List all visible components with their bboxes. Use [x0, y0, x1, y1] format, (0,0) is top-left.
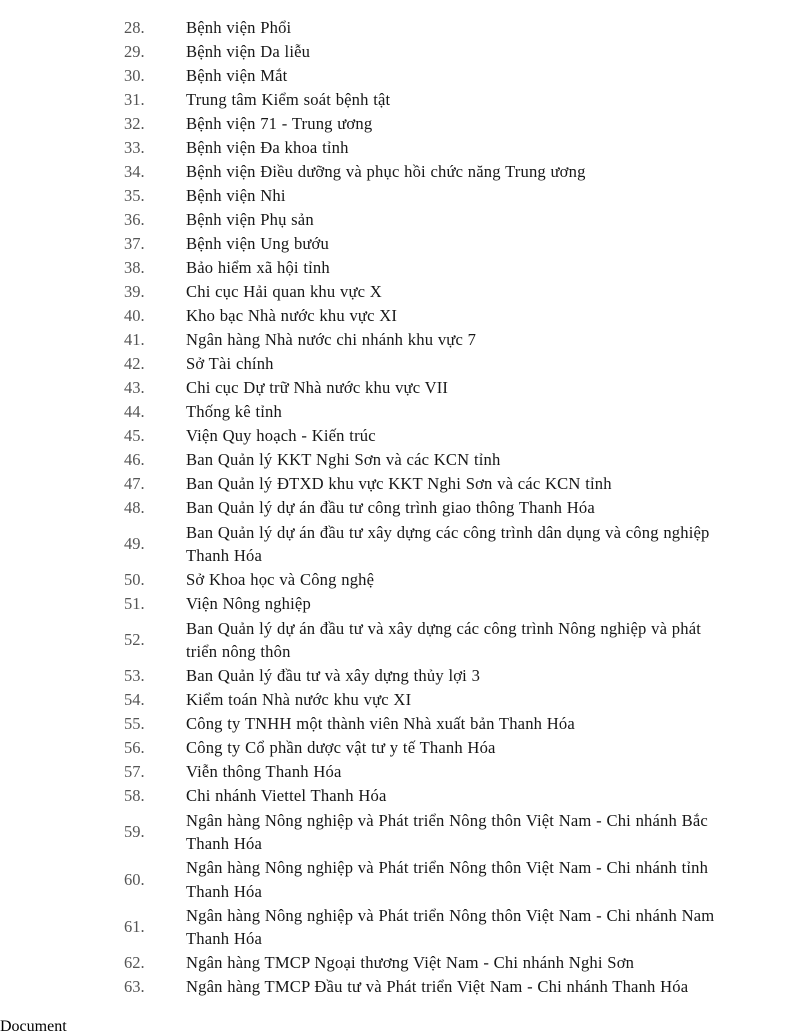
list-item-number: 55.	[124, 714, 145, 733]
list-item	[124, 448, 725, 472]
list-item	[124, 400, 725, 424]
list-item-text: Thống kê tỉnh	[186, 402, 282, 421]
list-item-text: Viễn thông Thanh Hóa	[186, 762, 342, 781]
list-item-text: Bệnh viện 71 - Trung ương	[186, 114, 373, 133]
list-item-number: 49.	[124, 534, 145, 553]
list-item	[124, 232, 725, 256]
list-item-text: Ban Quản lý dự án đầu tư công trình giao thông Thanh Hóa	[186, 498, 595, 517]
list-item-text: Công ty Cổ phần dược vật tư y tế Thanh Hóa	[186, 738, 496, 757]
list-item	[124, 664, 725, 688]
list-item-number: 36.	[124, 210, 145, 229]
list-item	[124, 16, 725, 40]
list-item-number: 52.	[124, 630, 145, 649]
list-item-text: Viện Nông nghiệp	[186, 594, 311, 613]
list-item-number: 61.	[124, 917, 145, 936]
list-item-number: 42.	[124, 354, 145, 373]
list-item-number: 60.	[124, 869, 145, 889]
list-item-number: 34.	[124, 162, 145, 181]
list-item	[124, 376, 725, 400]
list-item	[124, 40, 725, 64]
list-item-text: Kiểm toán Nhà nước khu vực XI	[186, 690, 412, 709]
list-item	[124, 496, 725, 520]
list-item-text: Sở Khoa học và Công nghệ	[186, 570, 375, 589]
list-item	[124, 784, 725, 808]
list-item	[124, 521, 725, 568]
list-item	[124, 280, 725, 304]
list-item-text: Ngân hàng Nông nghiệp và Phát triển Nông thôn Việt Nam - Chi nhánh tỉnh Thanh Hóa	[186, 858, 709, 901]
list-item	[124, 975, 725, 999]
list-item-number: 30.	[124, 66, 145, 85]
list-item-number: 45.	[124, 426, 145, 445]
list-item-text: Chi nhánh Viettel Thanh Hóa	[186, 786, 387, 805]
list-item-number: 48.	[124, 498, 145, 517]
list-item-text: Sở Tài chính	[186, 354, 274, 373]
list-item	[124, 136, 725, 160]
list-item	[124, 160, 725, 184]
list-item-number: 37.	[124, 234, 145, 253]
list-item-number: 46.	[124, 450, 145, 469]
numbered-organization-list	[124, 16, 725, 999]
list-item-text: Ban Quản lý đầu tư và xây dựng thủy lợi 3	[186, 666, 481, 685]
list-item	[124, 809, 725, 856]
list-item-text: Ngân hàng TMCP Đầu tư và Phát triển Việt Nam - Chi nhánh Thanh Hóa	[186, 977, 689, 996]
list-item-number: 50.	[124, 570, 145, 589]
list-item	[124, 951, 725, 975]
list-item	[124, 184, 725, 208]
list-item	[124, 424, 725, 448]
list-item-number: 41.	[124, 330, 145, 349]
list-item-number: 33.	[124, 138, 145, 157]
list-item	[124, 112, 725, 136]
list-item	[124, 256, 725, 280]
list-item	[124, 760, 725, 784]
list-item-number: 63.	[124, 977, 145, 996]
list-item-text: Ngân hàng TMCP Ngoại thương Việt Nam - Chi nhánh Nghi Sơn	[186, 953, 635, 972]
list-item	[124, 304, 725, 328]
list-item-number: 56.	[124, 738, 145, 757]
list-item-number: 39.	[124, 282, 145, 301]
list-item	[124, 88, 725, 112]
list-item-text: Bảo hiểm xã hội tỉnh	[186, 258, 330, 277]
list-item-text: Bệnh viện Đa khoa tỉnh	[186, 138, 349, 157]
list-item-number: 51.	[124, 594, 145, 613]
list-item	[124, 736, 725, 760]
list-item	[124, 208, 725, 232]
list-item	[124, 64, 725, 88]
list-item-text: Ban Quản lý ĐTXD khu vực KKT Nghi Sơn và các KCN tỉnh	[186, 474, 612, 493]
list-item	[124, 328, 725, 352]
list-item-text: Bệnh viện Nhi	[186, 186, 286, 205]
list-item-number: 38.	[124, 258, 145, 277]
list-item-text: Bệnh viện Mắt	[186, 66, 288, 85]
list-item	[124, 568, 725, 592]
list-item	[124, 352, 725, 376]
list-item-text: Bệnh viện Điều dưỡng và phục hồi chức năng Trung ương	[186, 162, 586, 181]
list-item-number: 54.	[124, 690, 145, 709]
list-item-number: 40.	[124, 306, 145, 325]
list-item-text: Ban Quản lý KKT Nghi Sơn và các KCN tỉnh	[186, 450, 501, 469]
list-item-number: 31.	[124, 90, 145, 109]
list-item-text: Ngân hàng Nông nghiệp và Phát triển Nông thôn Việt Nam - Chi nhánh Bắc Thanh Hóa	[186, 810, 708, 853]
list-item-number: 62.	[124, 953, 145, 972]
list-item-number: 32.	[124, 114, 145, 133]
list-item-number: 58.	[124, 786, 145, 805]
list-item-text: Ban Quản lý dự án đầu tư và xây dựng các công trình Nông nghiệp và phát triển nông thôn	[186, 618, 702, 661]
list-item-number: 44.	[124, 402, 145, 421]
list-item	[124, 856, 725, 903]
list-item-number: 29.	[124, 42, 145, 61]
list-item-text: Bệnh viện Da liễu	[186, 42, 311, 61]
list-item-number: 35.	[124, 186, 145, 205]
list-item-text: Ngân hàng Nhà nước chi nhánh khu vực 7	[186, 330, 477, 349]
list-item-text: Ngân hàng Nông nghiệp và Phát triển Nông thôn Việt Nam - Chi nhánh Nam Thanh Hóa	[186, 905, 715, 948]
list-item	[124, 592, 725, 616]
list-item	[124, 472, 725, 496]
list-item	[124, 712, 725, 736]
list-item-text: Bệnh viện Ung bướu	[186, 234, 329, 253]
list-item-text: Chi cục Hải quan khu vực X	[186, 282, 382, 301]
list-item-text: Trung tâm Kiểm soát bệnh tật	[186, 90, 391, 109]
list-item-text: Kho bạc Nhà nước khu vực XI	[186, 306, 398, 325]
list-item	[124, 617, 725, 664]
list-item-number: 47.	[124, 474, 145, 493]
list-item	[124, 904, 725, 951]
list-item-text: Bệnh viện Phụ sản	[186, 210, 314, 229]
list-item-text: Ban Quản lý dự án đầu tư xây dựng các công trình dân dụng và công nghiệp Thanh Hóa	[186, 522, 710, 565]
list-item-text: Chi cục Dự trữ Nhà nước khu vực VII	[186, 378, 449, 397]
list-item-number: 57.	[124, 762, 145, 781]
list-item-number: 53.	[124, 666, 145, 685]
list-item-text: Bệnh viện Phổi	[186, 18, 292, 37]
list-item-number: 59.	[124, 822, 145, 841]
list-item-text: Viện Quy hoạch - Kiến trúc	[186, 426, 376, 445]
list-item-number: 43.	[124, 378, 145, 397]
list-item-text: Công ty TNHH một thành viên Nhà xuất bản Thanh Hóa	[186, 714, 575, 733]
list-item-number: 28.	[124, 18, 145, 37]
list-item	[124, 688, 725, 712]
